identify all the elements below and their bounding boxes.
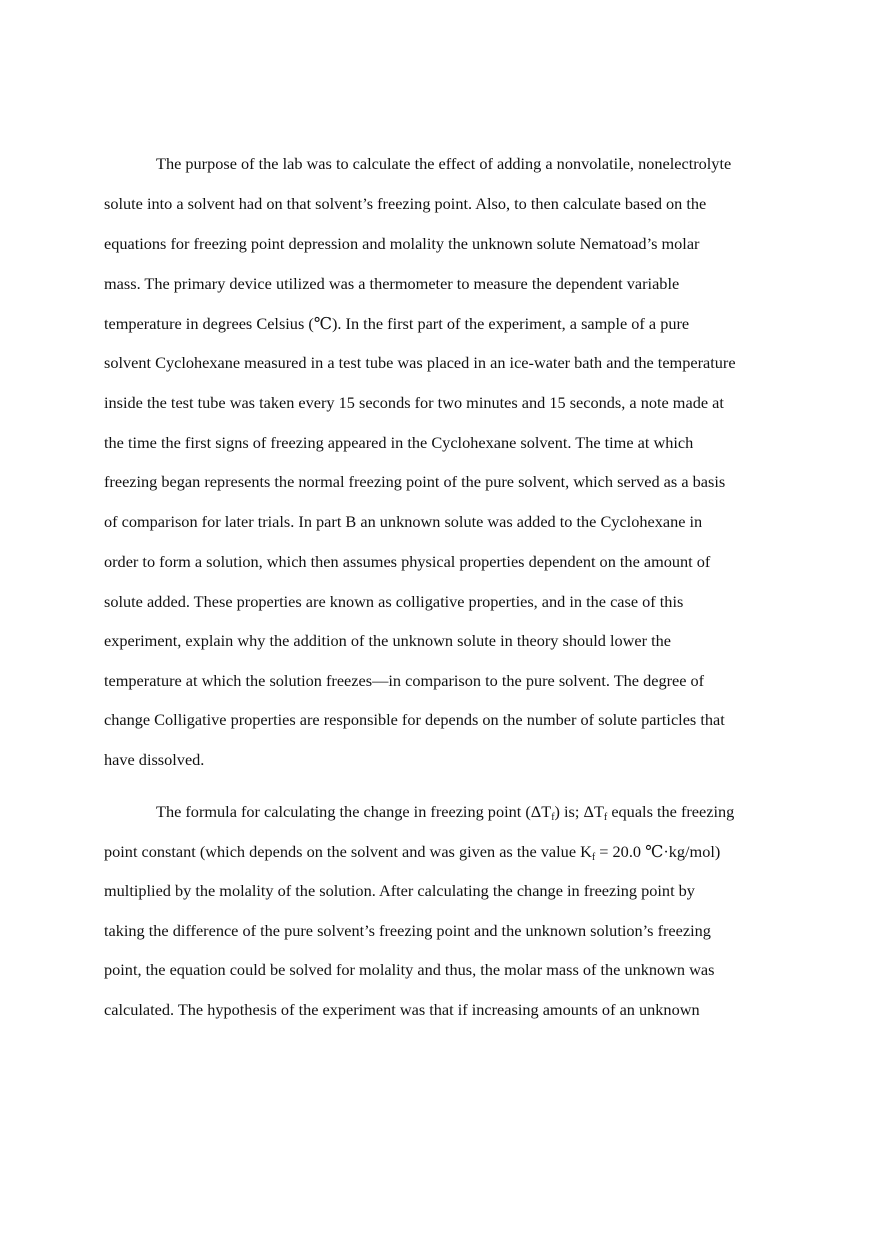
paragraph-2-line-4: taking the difference of the pure solvent’s freezing point and the unknown solution’s freezing bbox=[104, 921, 711, 940]
paragraph-2-line-3: multiplied by the molality of the solution. After calculating the change in freezing point by bbox=[104, 881, 695, 900]
paragraph-2-line-6: calculated. The hypothesis of the experiment was that if increasing amounts of an unknown bbox=[104, 1000, 700, 1019]
subscript-f: f bbox=[551, 812, 555, 823]
paragraph-1-line-13: experiment, explain why the addition of the unknown solute in theory should lower the bbox=[104, 631, 672, 650]
constant-text-b: = 20.0 ℃·kg/mol) bbox=[595, 842, 721, 861]
formula-text-c: equals the freezing bbox=[607, 802, 735, 821]
paragraph-1-line-6: solvent Cyclohexane measured in a test tube was placed in an ice-water bath and the temperature bbox=[104, 353, 736, 372]
constant-text-a: point constant (which depends on the solvent and was given as the value K bbox=[104, 842, 592, 861]
paragraph-1-line-8: the time the first signs of freezing appeared in the Cyclohexane solvent. The time at which bbox=[104, 433, 694, 452]
paragraph-1-line-4: mass. The primary device utilized was a thermometer to measure the dependent variable bbox=[104, 274, 680, 293]
paragraph-1-line-1: The purpose of the lab was to calculate the effect of adding a nonvolatile, nonelectrolyte bbox=[156, 154, 732, 173]
subscript-f: f bbox=[591, 852, 596, 863]
paragraph-2-line-2 bbox=[104, 840, 794, 864]
paragraph-1-line-14: temperature at which the solution freezes—in comparison to the pure solvent. The degree of bbox=[104, 671, 705, 690]
paragraph-1-line-3: equations for freezing point depression and molality the unknown solute Nematoad’s molar bbox=[104, 234, 700, 253]
paragraph-1-line-16: have dissolved. bbox=[104, 750, 205, 769]
paragraph-2-line-5: point, the equation could be solved for molality and thus, the molar mass of the unknown was bbox=[104, 960, 715, 979]
paragraph-1-line-2: solute into a solvent had on that solvent’s freezing point. Also, to then calculate based on the bbox=[104, 194, 707, 213]
paragraph-1-line-7: inside the test tube was taken every 15 seconds for two minutes and 15 seconds, a note made at bbox=[104, 393, 724, 412]
paragraph-1-line-11: order to form a solution, which then assumes physical properties dependent on the amount of bbox=[104, 552, 711, 571]
subscript-f: f bbox=[603, 812, 608, 823]
paragraph-2-line-1 bbox=[156, 800, 846, 824]
formula-text-a: The formula for calculating the change in freezing point (ΔT bbox=[156, 802, 552, 821]
paragraph-1-line-15: change Colligative properties are responsible for depends on the number of solute particles that bbox=[104, 710, 725, 729]
paragraph-1-line-12: solute added. These properties are known as colligative properties, and in the case of this bbox=[104, 592, 684, 611]
formula-text-b: ) is; ΔT bbox=[554, 802, 604, 821]
paragraph-1-line-9: freezing began represents the normal freezing point of the pure solvent, which served as a basis bbox=[104, 472, 726, 491]
paragraph-1-line-10: of comparison for later trials. In part B an unknown solute was added to the Cyclohexane in bbox=[104, 512, 703, 531]
paragraph-1-line-5: temperature in degrees Celsius (℃). In the first part of the experiment, a sample of a pure bbox=[104, 314, 690, 333]
